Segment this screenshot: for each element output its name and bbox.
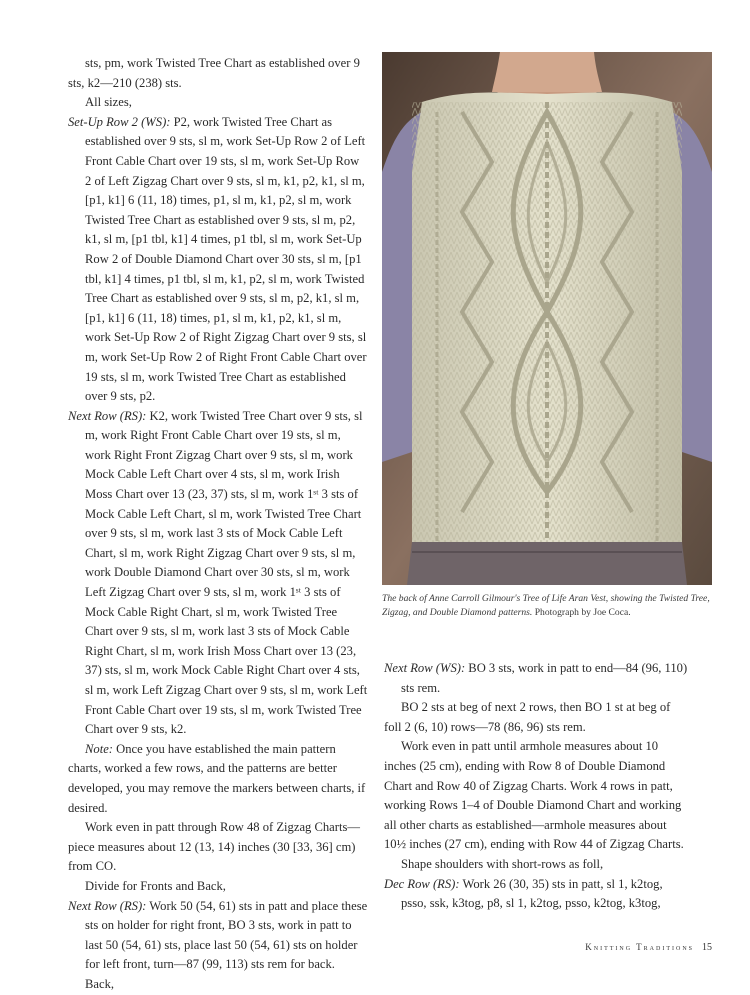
paragraph: Divide for Fronts and Back,	[85, 878, 226, 893]
paragraph: sts, pm, work Twisted Tree Chart as established over 9 sts, k2—210 (238) sts.	[68, 56, 360, 90]
paragraph: Back,	[85, 976, 115, 991]
paragraph: Work even in patt through Row 48 of Zigzag Charts—piece measures about 12 (13, 14) inches (30 [33, 36] cm) from CO.	[68, 820, 360, 874]
page-number: 15	[702, 942, 712, 953]
paragraph: Next Row (RS): Work 50 (54, 61) sts in patt and place these sts on holder for right front, BO 3 sts, work in patt to last 50 (54, 61) sts, place last 50 (54, 61) sts on holder for left front, turn—87 (99, 113) sts rem for back.	[68, 898, 368, 972]
paragraph: Work even in patt until armhole measures about 10 inches (25 cm), ending with Row 8 of Double Diamond Chart and Row 40 of Zigzag Charts. Work 4 rows in patt, working Rows 1–4 of Double Diamond Chart and working all other charts as established—armhole measures about 10½ inches (27 cm), ending with Row 44 of Zigzag Charts.	[384, 739, 684, 852]
paragraph: Shape shoulders with short-rows as foll,	[401, 856, 604, 871]
paragraph: Set-Up Row 2 (WS): P2, work Twisted Tree Chart as established over 9 sts, sl m, work Set-Up Row 2 of Left Front Cable Chart over 19 sts, sl m, work Set-Up Row 2 of Left Zigzag Chart over 9 sts, sl m, k1, p2, k1, sl m, [p1, k1] 6 (11, 18) times, p1, sl m, k1, p2, sl m, work Twisted Tree Chart as established over 9 sts, sl m, p2, k1, sl m, [p1 tbl, k1] 4 times, p1 tbl, sl m, work Set-Up Row 2 of Double Diamond Chart over 30 sts, sl m, [p1 tbl, k1] 4 times, p1 tbl, sl m, k1, p2, sl m, work Twisted Tree Chart as established over 9 sts, sl m, p2, k1, sl m, [p1, k1] 6 (11, 18) times, p1, sl m, k1, p2, k1, sl m, work Set-Up Row 2 of Right Zigzag Chart over 9 sts, sl m, work Set-Up Row 2 of Right Front Cable Chart over 19 sts, sl m, work Twisted Tree Chart as established over 9 sts, p2.	[68, 114, 367, 404]
vest-photo-illustration	[382, 52, 712, 585]
running-title: Knitting Traditions	[585, 942, 694, 952]
paragraph: Note: Once you have established the main pattern charts, worked a few rows, and the patterns are better developed, you may remove the markers between charts, if desired.	[68, 741, 366, 815]
vest-photo	[382, 52, 712, 585]
paragraph: Next Row (WS): BO 3 sts, work in patt to end—84 (96, 110) sts rem.	[384, 661, 688, 695]
paragraph: BO 2 sts at beg of next 2 rows, then BO 1 st at beg of foll 2 (6, 10) rows—78 (86, 96) sts rem.	[384, 700, 671, 734]
paragraph: All sizes,	[85, 95, 132, 110]
left-text-column	[68, 54, 368, 995]
right-text-column	[384, 659, 690, 914]
page-footer	[585, 942, 712, 953]
paragraph: Next Row (RS): K2, work Twisted Tree Chart over 9 sts, sl m, work Right Front Cable Chart over 19 sts, sl m, work Right Front Zigzag Chart over 9 sts, sl m, work Mock Cable Left Chart over 4 sts, sl m, work Irish Moss Chart over 13 (23, 37) sts, sl m, work 1ˢᵗ 3 sts of Mock Cable Left Chart, sl m, work Twisted Tree Chart over 9 sts, sl m, work last 3 sts of Mock Cable Left Chart, sl m, work Right Zigzag Chart over 9 sts, sl m, work Double Diamond Chart over 30 sts, sl m, work Left Zigzag Chart over 9 sts, sl m, work 1ˢᵗ 3 sts of Mock Cable Right Chart, sl m, work Twisted Tree Chart over 9 sts, sl m, work last 3 sts of Mock Cable Right Chart, sl m, work Irish Moss Chart over 13 (23, 37) sts, sl m, work Mock Cable Right Chart over 4 sts, sl m, work Left Zigzag Chart over 9 sts, sl m, work Left Front Cable Chart over 19 sts, sl m, work Twisted Tree Chart over 9 sts, k2.	[68, 408, 368, 737]
paragraph: Dec Row (RS): Work 26 (30, 35) sts in patt, sl 1, k2tog, psso, ssk, k3tog, p8, sl 1, k2tog, psso, k2tog, k3tog,	[384, 876, 663, 911]
photo-caption: The back of Anne Carroll Gilmour's Tree of Life Aran Vest, showing the Twisted Tree, Zigzag, and Double Diamond patterns. Photograph by Joe Coca.	[382, 593, 710, 618]
